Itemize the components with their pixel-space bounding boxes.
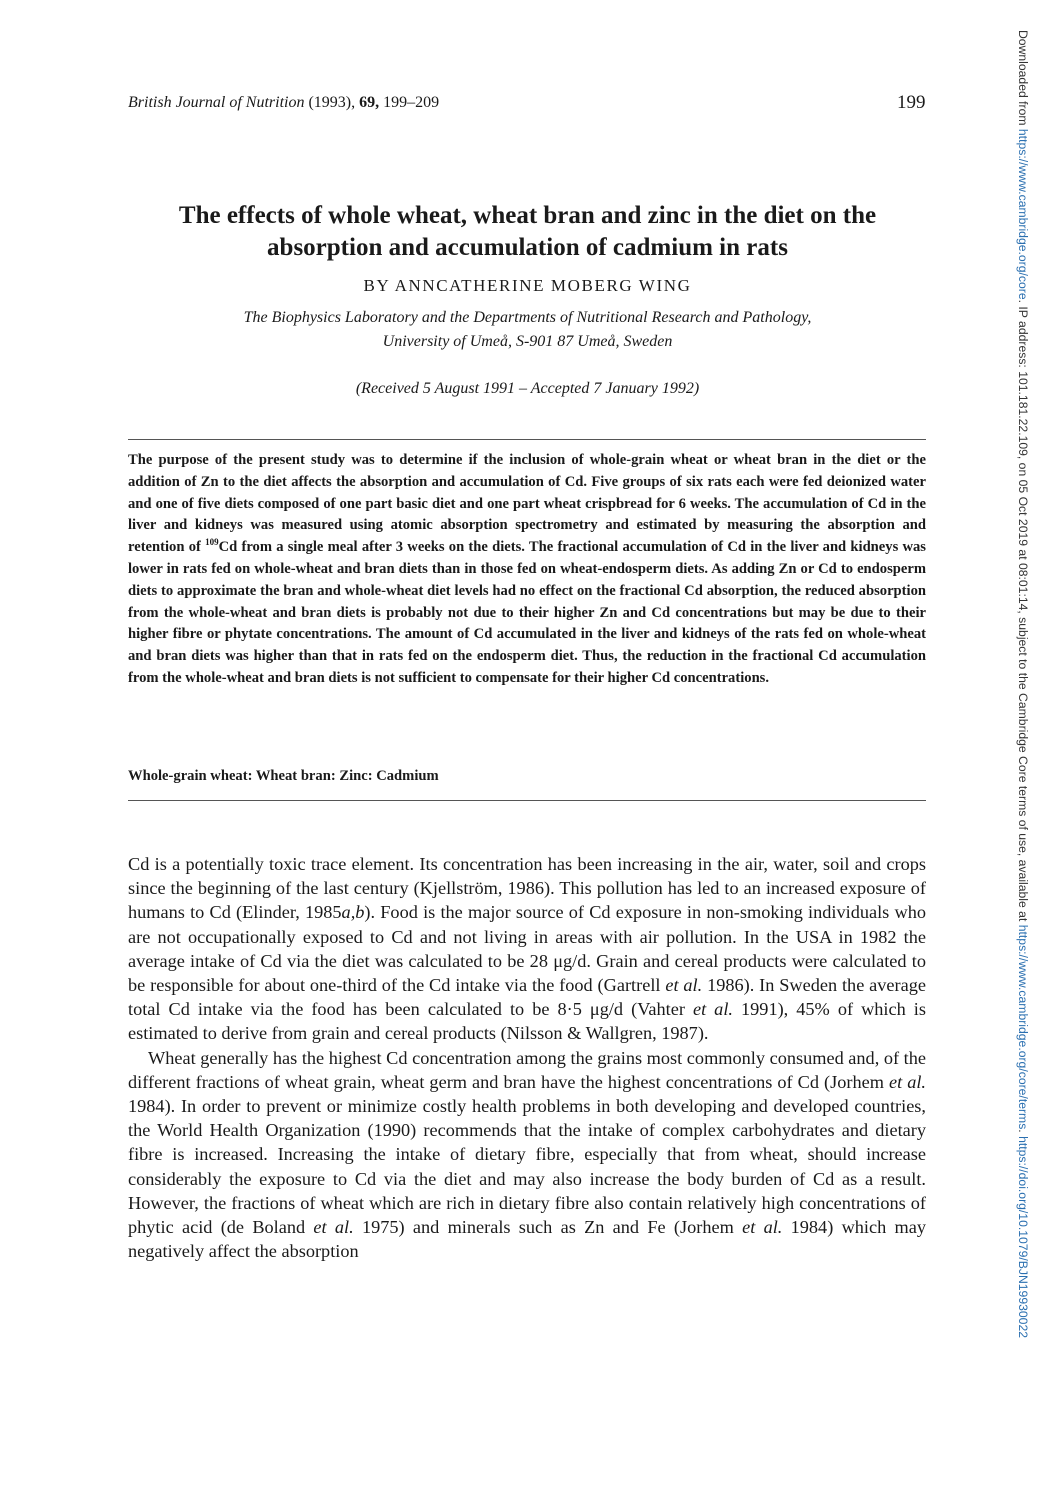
journal-pages: 199–209 [383,94,440,111]
article-title: The effects of whole wheat, wheat bran and zinc in the diet on the absorption and accumulation of cadmium in rats [178,202,877,261]
abstract-top-rule [128,439,926,440]
paragraph: Cd is a potentially toxic trace element. Its concentration has been increasing in the air, water, soil and crops since the beginning of the last century (Kjellström, 1986). This pollution has led to an increased exposure of humans to Cd (Elinder, 1985a,b). Food is the major source of Cd exposure in non-smoking individuals who are not occupationally exposed to Cd and not living in areas with air pollution. In the USA in 1982 the average intake of Cd via the diet was calculated to be 28 μg/d. Grain and cereal products were calculated to be responsible for about one-third of the Cd intake via the food (Gartrell et al. 1986). In Sweden the average total Cd intake via the food has been calculated to be 8·5 μg/d (Vahter et al. 1991), 45% of which is estimated to derive from grain and cereal products (Nilsson & Wallgren, 1987). [128,854,926,1044]
abstract [128,450,926,690]
abstract-text: The purpose of the present study was to determine if the inclusion of whole-grain wheat or wheat bran in the diet or the addition of Zn to the diet affects the absorption and accumulation of Cd. Five groups of six rats each were fed deionized water and one of five diets composed of one part basic diet and one part wheat crispbread for 6 weeks. The accumulation of Cd in the liver and kidneys was measured using atomic absorption spectrometry and estimated by measuring the absorption and retention of [128,452,926,556]
page-number: 199 [897,92,926,113]
affiliation [120,306,935,354]
author-byline: BY ANNCATHERINE MOBERG WING [363,276,692,295]
journal-name: British Journal of Nutrition [128,94,305,111]
download-watermark: Downloaded from https://www.cambridge.org/core. IP address: 101.181.22.109, on 05 Oct 2019 at 08:01:14, subject to the Cambridge Core terms of use, available at https://www.cambridge.org/core/terms. https://doi.org/10.1079/BJN19930022 [1016,30,1030,1338]
affiliation-line: The Biophysics Laboratory and the Departments of Nutritional Research and Pathology, [243,309,812,326]
core-link[interactable]: https://www.cambridge.org/core [1016,128,1030,300]
isotope-superscript: 109 [205,537,219,548]
received-dates: (Received 5 August 1991 – Accepted 7 January 1992) [355,380,700,397]
abstract-bottom-rule [128,800,926,801]
running-header [128,94,439,112]
keywords: Whole-grain wheat: Wheat bran: Zinc: Cadmium [128,768,439,784]
journal-volume: 69, [359,94,380,111]
doi-link[interactable]: https://doi.org/10.1079/BJN19930022 [1016,1136,1030,1338]
affiliation-line: University of Umeå, S-901 87 Umeå, Sweden [382,333,673,350]
journal-year: (1993), [308,94,356,111]
paragraph: Wheat generally has the highest Cd concentration among the grains most commonly consumed and, of the different fractions of wheat grain, wheat germ and bran have the highest concentrations of Cd (Jorhem et al. 1984). In order to prevent or minimize costly health problems in both developing and developed countries, the World Health Organization (1990) recommends that the intake of complex carbohydrates and dietary fibre is increased. Increasing the intake of dietary fibre, especially that from wheat, should increase considerably the exposure to Cd via the diet and may also increase the body burden of Cd as a result. However, the fractions of wheat which are rich in dietary fibre also contain relatively high concentrations of phytic acid (de Boland et al. 1975) and minerals such as Zn and Fe (Jorhem et al. 1984) which may negatively affect the absorption [128,1047,926,1262]
abstract-text: Cd from a single meal after 3 weeks on the diets. The fractional accumulation of Cd in the liver and kidneys was lower in rats fed on whole-wheat and bran diets than in those fed on wheat-endosperm diets. As adding Zn or Cd to endosperm diets to approximate the bran and whole-wheat diet levels had no effect on the fractional Cd absorption, the reduced absorption from the whole-wheat and bran diets is probably not due to their higher Zn and Cd concentrations but may be due to their higher fibre or phytate concentrations. The amount of Cd accumulated in the liver and kidneys of the rats fed on whole-wheat and bran diets was higher than that in rats fed on the endosperm diet. Thus, the reduction in the fractional Cd accumulation from the whole-wheat and bran diets is not sufficient to compensate for their higher Cd concentrations. [128,539,926,686]
terms-link[interactable]: https://www.cambridge.org/core/terms [1016,924,1030,1130]
body-text [128,852,926,1263]
